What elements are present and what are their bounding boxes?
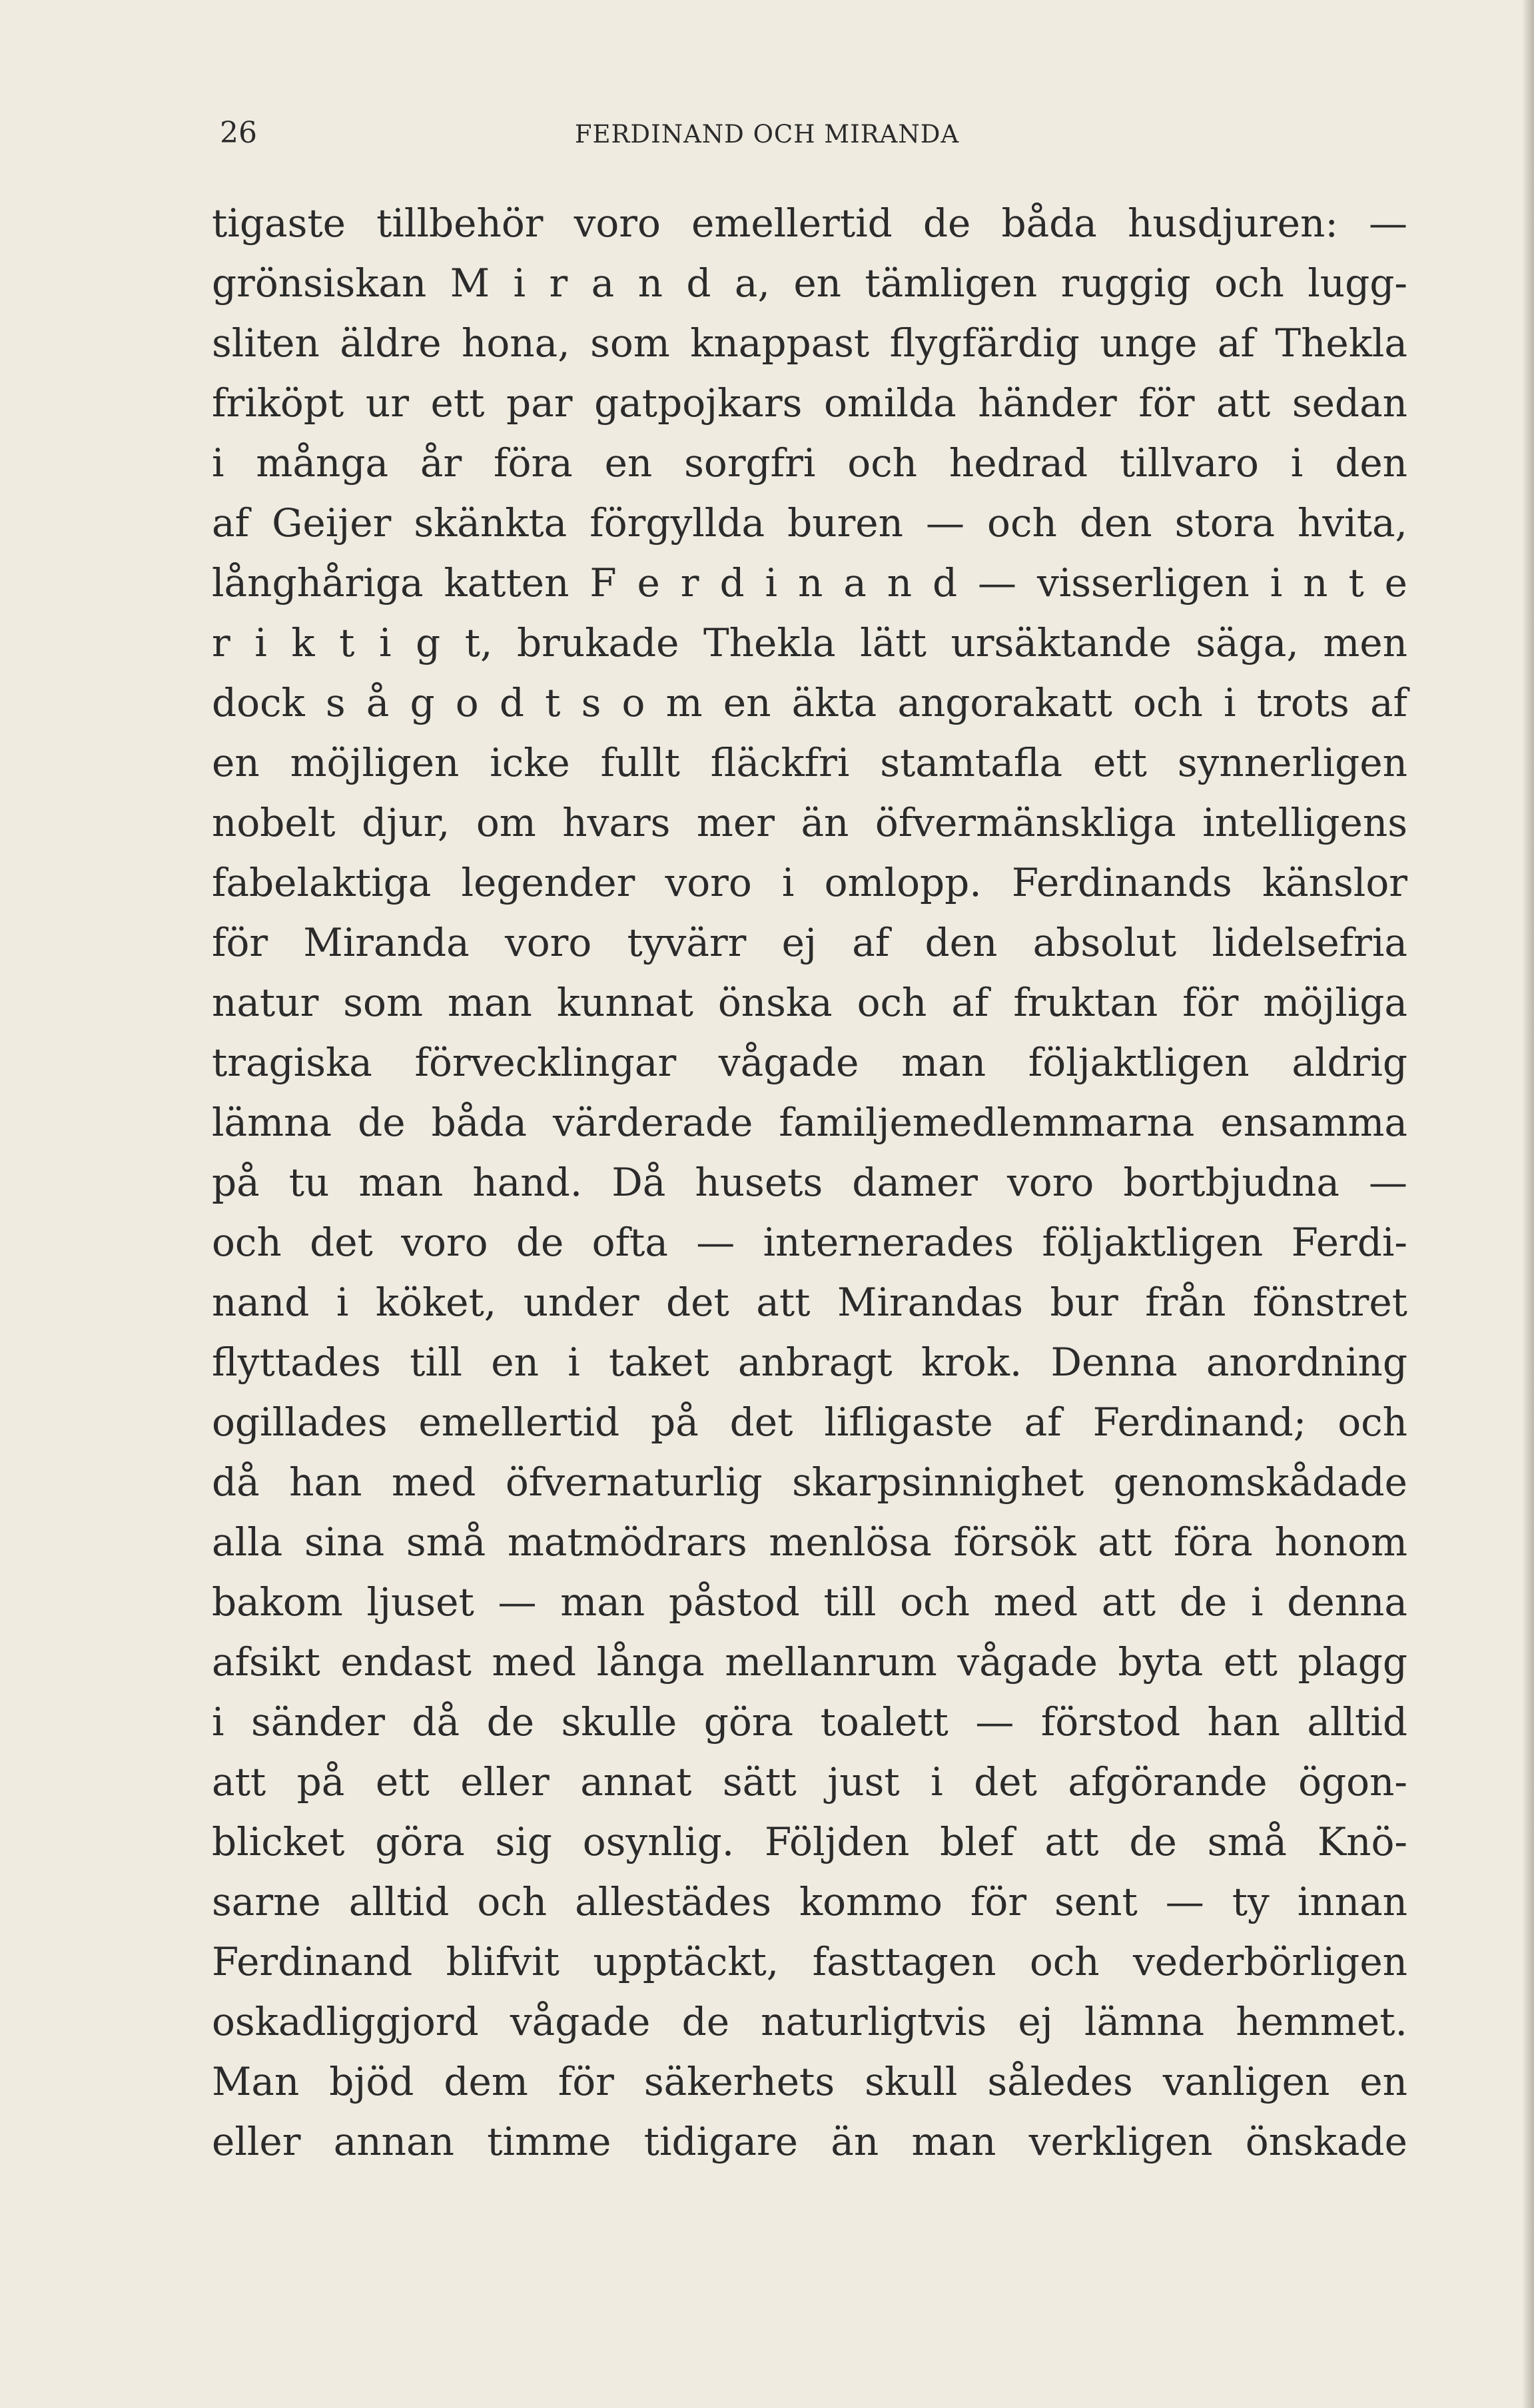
text-line: flyttades till en i taket anbragt krok. Denna anordning (212, 1340, 1407, 1385)
text-line: ogillades emellertid på det lifligaste af Ferdinand; och (212, 1400, 1407, 1445)
text-line: tigaste tillbehör voro emellertid de båda husdjuren: — (212, 201, 1407, 246)
text-line: friköpt ur ett par gatpojkars omilda händer för att sedan (212, 380, 1407, 426)
text-line: en möjligen icke fullt fläckfri stamtafla ett synnerligen (212, 740, 1407, 785)
text-line: långhåriga katten F e r d i n a n d — visserligen i n t e (212, 560, 1407, 605)
text-line: lämna de båda värderade familjemedlemmarna ensamma (212, 1100, 1407, 1145)
text-line: och det voro de ofta — internerades följaktligen Ferdi- (212, 1220, 1407, 1265)
text-line: sliten äldre hona, som knappast flygfärdig unge af Thekla (212, 320, 1407, 366)
text-line: blicket göra sig osynlig. Följden blef att de små Knö- (212, 1819, 1407, 1864)
running-title: FERDINAND OCH MIRANDA (574, 120, 960, 149)
text-line: i många år föra en sorgfri och hedrad tillvaro i den (212, 440, 1407, 486)
text-line: af Geijer skänkta förgyllda buren — och den stora hvita, (212, 500, 1407, 546)
text-line: oskadliggjord vågade de naturligtvis ej lämna hemmet. (212, 1999, 1407, 2044)
text-line: på tu man hand. Då husets damer voro bortbjudna — (212, 1160, 1407, 1205)
body-text (212, 193, 1407, 2172)
text-line: eller annan timme tidigare än man verkligen önskade (212, 2119, 1407, 2164)
text-line: grönsiskan M i r a n d a, en tämligen ruggig och lugg- (212, 260, 1407, 306)
text-line: natur som man kunnat önska och af fruktan för möjliga (212, 980, 1407, 1025)
page-edge-shadow (1522, 0, 1534, 2408)
text-line: i sänder då de skulle göra toalett — förstod han alltid (212, 1699, 1407, 1745)
text-line: att på ett eller annat sätt just i det afgörande ögon- (212, 1759, 1407, 1805)
text-line: afsikt endast med långa mellanrum vågade byta ett plagg (212, 1639, 1407, 1685)
text-line: Ferdinand blifvit upptäckt, fasttagen och vederbörligen (212, 1939, 1407, 1984)
text-line: r i k t i g t, brukade Thekla lätt ursäktande säga, men (212, 620, 1407, 665)
text-line: alla sina små matmödrars menlösa försök att föra honom (212, 1519, 1407, 1565)
text-line: nobelt djur, om hvars mer än öfvermänskliga intelligens (212, 800, 1407, 845)
text-line: då han med öfvernaturlig skarpsinnighet genomskådade (212, 1459, 1407, 1505)
text-line: tragiska förvecklingar vågade man följaktligen aldrig (212, 1040, 1407, 1085)
text-line: nand i köket, under det att Mirandas bur från fönstret (212, 1280, 1407, 1325)
text-line: för Miranda voro tyvärr ej af den absolut lidelsefria (212, 920, 1407, 965)
text-line: bakom ljuset — man påstod till och med att de i denna (212, 1579, 1407, 1625)
text-line: fabelaktiga legender voro i omlopp. Ferdinands känslor (212, 860, 1407, 905)
text-line: sarne alltid och allestädes kommo för sent — ty innan (212, 1879, 1407, 1924)
text-line: dock s å g o d t s o m en äkta angorakatt och i trots af (212, 680, 1407, 725)
page-number: 26 (220, 116, 257, 150)
text-line: Man bjöd dem för säkerhets skull således vanligen en (212, 2059, 1407, 2104)
